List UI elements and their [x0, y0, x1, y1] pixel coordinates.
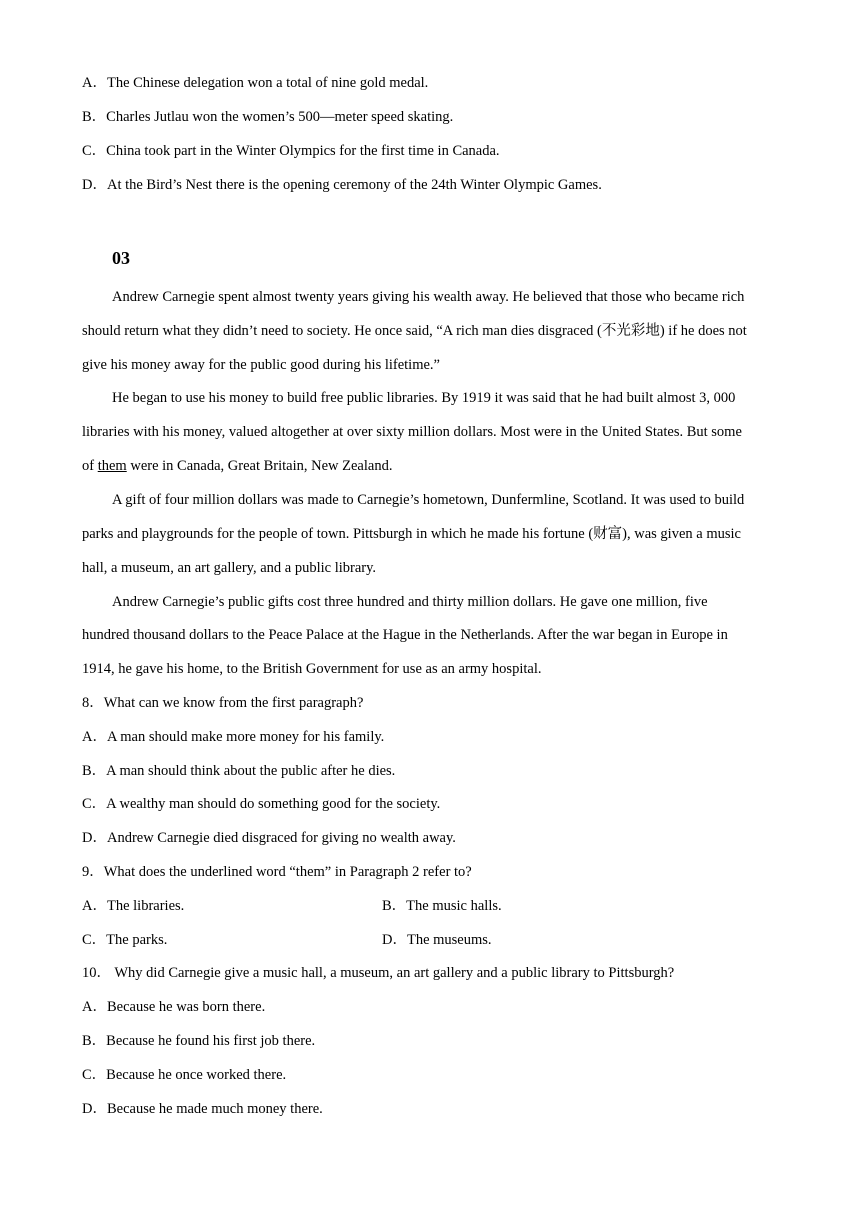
q10-option-a: A．Because he was born there.	[82, 999, 266, 1015]
q8-option-c: C．A wealthy man should do something good for the society.	[82, 796, 441, 812]
section-heading: 03	[112, 248, 130, 268]
q9-option-a: A．The libraries.	[82, 898, 185, 914]
q9-option-c: C．The parks.	[82, 932, 168, 948]
q7-option-b: B．Charles Jutlau won the women’s 500—meter speed skating.	[82, 109, 454, 125]
q10-stem: 10． Why did Carnegie give a music hall, a museum, an art gallery and a public library to Pittsburgh?	[82, 965, 675, 981]
q9-option-d: D．The museums.	[382, 932, 492, 948]
q8-stem: 8．What can we know from the first paragraph?	[82, 695, 364, 711]
q7-option-a: A．The Chinese delegation won a total of nine gold medal.	[82, 75, 429, 91]
passage-p4-line3: 1914, he gave his home, to the British Government for use as an army hospital.	[82, 661, 542, 677]
passage-p3-line3: hall, a museum, an art gallery, and a public library.	[82, 560, 377, 576]
passage-p2-line3-post: were in Canada, Great Britain, New Zealand.	[126, 458, 393, 474]
q10-option-b: B．Because he found his first job there.	[82, 1033, 316, 1049]
q9-stem: 9．What does the underlined word “them” in Paragraph 2 refer to?	[82, 864, 472, 880]
q8-option-a: A．A man should make more money for his family.	[82, 729, 385, 745]
passage-p4-line2: hundred thousand dollars to the Peace Palace at the Hague in the Netherlands. After the war began in Europe in	[82, 627, 728, 643]
passage-p2-line1: He began to use his money to build free public libraries. By 1919 it was said that he had built almost 3, 000	[112, 390, 736, 406]
passage-p3-line2: parks and playgrounds for the people of town. Pittsburgh in which he made his fortune (财富), was given a music	[82, 526, 741, 542]
passage-p4-line1: Andrew Carnegie’s public gifts cost three hundred and thirty million dollars. He gave one million, five	[112, 594, 708, 610]
q10-option-d: D．Because he made much money there.	[82, 1101, 323, 1117]
q9-option-b: B．The music halls.	[382, 898, 502, 914]
passage-p3-line1: A gift of four million dollars was made to Carnegie’s hometown, Dunfermline, Scotland. It was used to build	[112, 492, 745, 508]
q7-option-d: D．At the Bird’s Nest there is the opening ceremony of the 24th Winter Olympic Games.	[82, 177, 602, 193]
passage-p1-line2: should return what they didn’t need to society. He once said, “A rich man dies disgraced (不光彩地) if he does not	[82, 323, 747, 339]
passage-p1-line1: Andrew Carnegie spent almost twenty years giving his wealth away. He believed that those who became rich	[112, 289, 745, 305]
q10-option-c: C．Because he once worked there.	[82, 1067, 287, 1083]
passage-p2-line3-pre: of	[82, 458, 98, 474]
passage-p2-line2: libraries with his money, valued altogether at over sixty million dollars. Most were in the United States. But some	[82, 424, 742, 440]
q7-option-c: C．China took part in the Winter Olympics for the first time in Canada.	[82, 143, 500, 159]
q8-option-d: D．Andrew Carnegie died disgraced for giving no wealth away.	[82, 830, 456, 846]
q8-option-b: B．A man should think about the public after he dies.	[82, 763, 396, 779]
passage-p2-line3	[82, 459, 392, 474]
underlined-word-them: them	[97, 458, 127, 474]
passage-p1-line3: give his money away for the public good during his lifetime.”	[82, 357, 440, 373]
